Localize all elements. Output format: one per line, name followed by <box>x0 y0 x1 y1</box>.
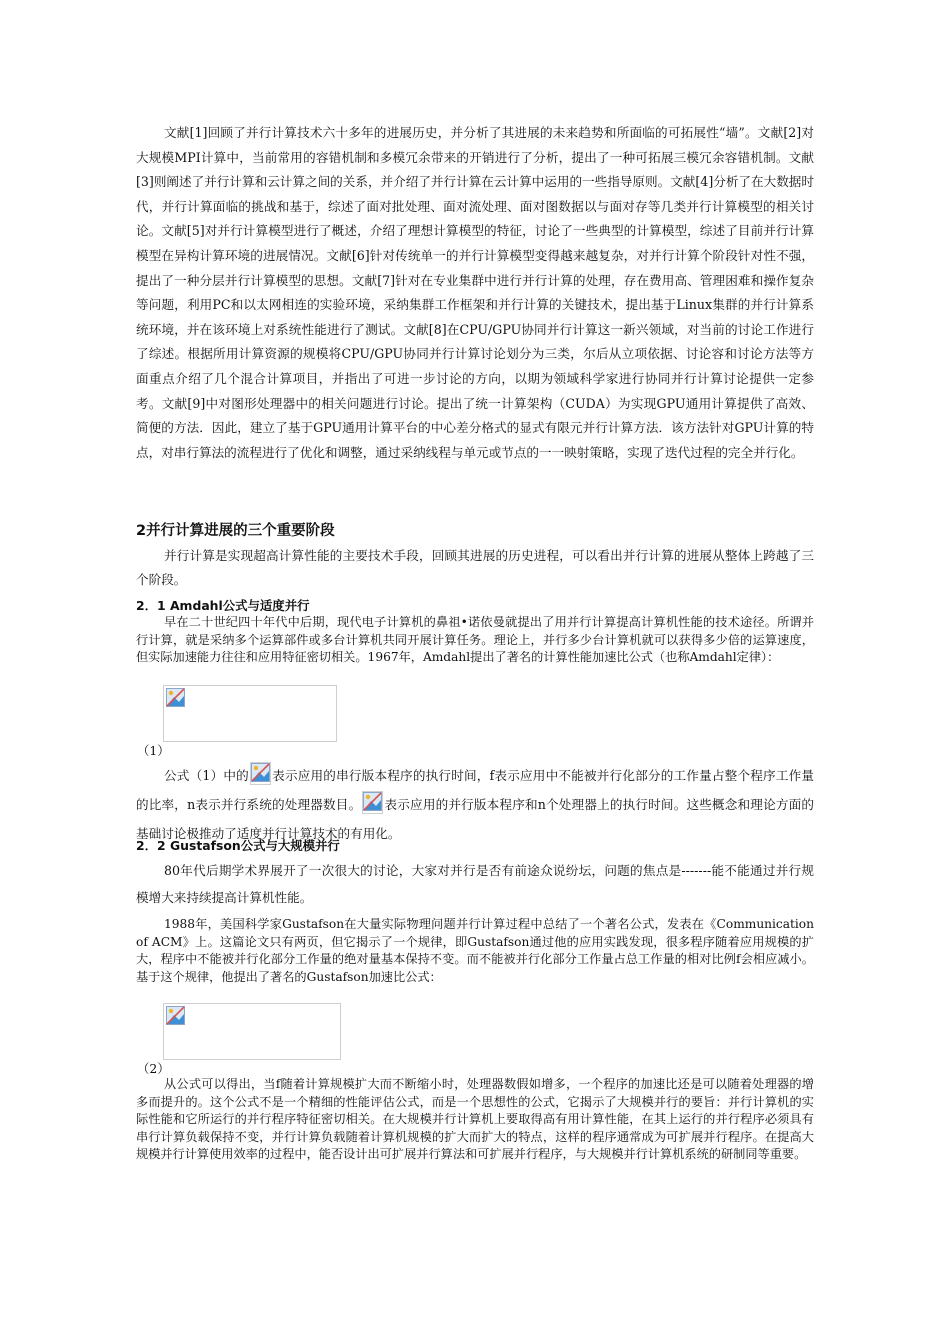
broken-image-icon <box>251 763 270 782</box>
formula-explanation-paragraph <box>136 761 814 848</box>
section-2-heading: 2并行计算进展的三个重要阶段 <box>136 523 335 539</box>
formula-2-image-placeholder <box>163 1003 341 1060</box>
inline-formula-ts-image <box>250 762 271 785</box>
broken-image-icon <box>166 688 185 707</box>
formula-explanation-part1: 公式（1）中的 <box>164 768 249 783</box>
intro-paragraph: 文献[1]回顾了并行计算技术六十多年的进展历史，并分析了其进展的未来趋势和所面临的可拓展性“墙”。文献[2]对大规模MPI计算中，当前常用的容错机制和多模冗余带来的开销进行了分析，提出了一种可拓展三模冗余容错机制。文献[3]则阐述了并行计算和云计算之间的关系，并介绍了并行计算在云计算中运用的一些指导原则。文献[4]分析了在大数据时代，并行计算面临的挑战和基于，综述了面对批处理、面对流处理、面对图数据以与面对存等几类并行计算模型的相关讨论。文献[5]对并行计算模型进行了概述，介绍了理想计算模型的特征，讨论了一些典型的计算模型，综述了目前并行计算模型在异构计算环境的进展情况。文献[6]针对传统单一的并行计算模型变得越来越复杂，对并行计算个阶段针对性不强，提出了一种分层并行计算模型的思想。文献[7]针对在专业集群中进行并行计算的处理，存在费用高、管理困难和操作复杂等问题，利用PC和以太网相连的实验环境，采纳集群工作框架和并行计算的关键技术，提出基于Linux集群的并行计算系统环境，并在该环境上对系统性能进行了测试。文献[8]在CPU/GPU协同并行计算这一新兴领域，对当前的讨论工作进行了综述。根据所用计算资源的规模将CPU/GPU协同并行计算讨论划分为三类，尔后从立项依据、讨论容和讨论方法等方面重点介绍了几个混合计算项目，并指出了可进一步讨论的方向，以期为领域科学家进行协同并行计算讨论提供一定参考。文献[9]中对图形处理器中的相关问题进行讨论。提出了统一计算架构（CUDA）为实现GPU通用计算提供了高效、简便的方法．因此，建立了基于GPU通用计算平台的中心差分格式的显式有限元并行计算方法．该方法针对GPU计算的特点，对串行算法的流程进行了优化和调整，通过采纳线程与单元或节点的一一映射策略，实现了迭代过程的完全并行化。 <box>136 125 814 460</box>
formula-1-image-placeholder <box>163 685 337 742</box>
section-2-1-paragraph: 早在二十世纪四十年代中后期，现代电子计算机的鼻祖•诺依曼就提出了用并行计算提高计算机性能的技术途径。所谓并行计算，就是采纳多个运算部件或多台计算机共同开展计算任务。理论上，并行多少台计算机就可以获得多少倍的运算速度，但实际加速能力往往和应用特征密切相关。1967年，Amdahl提出了著名的计算性能加速比公式（也称Amdahl定律）： <box>136 615 814 664</box>
broken-image-icon <box>166 1006 185 1025</box>
section-2-2-paragraph-3: 从公式可以得出，当f随着计算规模扩大而不断缩小时，处理器数假如增多，一个程序的加速比还是可以随着处理器的增多而提升的。这个公式不是一个精细的性能评估公式，而是一个思想性的公式，它揭示了大规模并行的要旨：并行计算机的实际性能和它所运行的并行程序特征密切相关。在大规模并行计算机上要取得高有用计算性能，在其上运行的并行程序必须具有串行计算负载保持不变，并行计算负载随着计算机规模的扩大而扩大的特点，这样的程序通常成为可扩展并行程序。在提高大规模并行计算使用效率的过程中，能否设计出可扩展并行算法和可扩展并行程序，与大规模并行计算机系统的研制同等重要。 <box>136 1077 814 1161</box>
section-2-2-paragraph-2: 1988年，美国科学家Gustafson在大量实际物理问题并行计算过程中总结了一个著名公式，发表在《Communication of ACM》上。这篇论文只有两页，但它揭示了一个规律，即Gustafson通过他的应用实践发现，很多程序随着应用规模的扩大，程序中不能被并行化部分工作量的绝对量基本保持不变。而不能被并行化部分工作量占总工作量的相对比例f会相应减小。基于这个规律，他提出了著名的Gustafson加速比公式： <box>136 917 814 984</box>
section-2-1-heading: 2．1 Amdahl公式与适度并行 <box>136 598 310 613</box>
broken-image-icon <box>363 792 382 811</box>
equation-1-label: （1） <box>137 743 170 758</box>
inline-formula-tp-image <box>362 791 383 814</box>
equation-2-label: （2） <box>137 1061 170 1076</box>
formula-explanation-part2: 表示应用的串行版本程序的执行时间，f表示应用中不能被并行化部分的工作量占整个程序工作量的比率，n表示并行系统的处理器数目。 <box>136 768 814 812</box>
formula-explanation-part3: 表示应用的并行版本程序和n个处理器上的执行时间。这些概念和理论方面的基础讨论极推动了适度并行计算技术的有用化。 <box>136 797 814 841</box>
section-2-2-paragraph-1: 80年代后期学术界展开了一次很大的讨论，大家对并行是否有前途众说纷坛，问题的焦点是-------能不能通过并行规模增大来持续提高计算机性能。 <box>136 863 814 905</box>
section-2-paragraph: 并行计算是实现超高计算性能的主要技术手段，回顾其进展的历史进程，可以看出并行计算的进展从整体上跨越了三个阶段。 <box>136 548 814 587</box>
section-2-2-heading: 2．2 Gustafson公式与大规模并行 <box>136 838 340 853</box>
